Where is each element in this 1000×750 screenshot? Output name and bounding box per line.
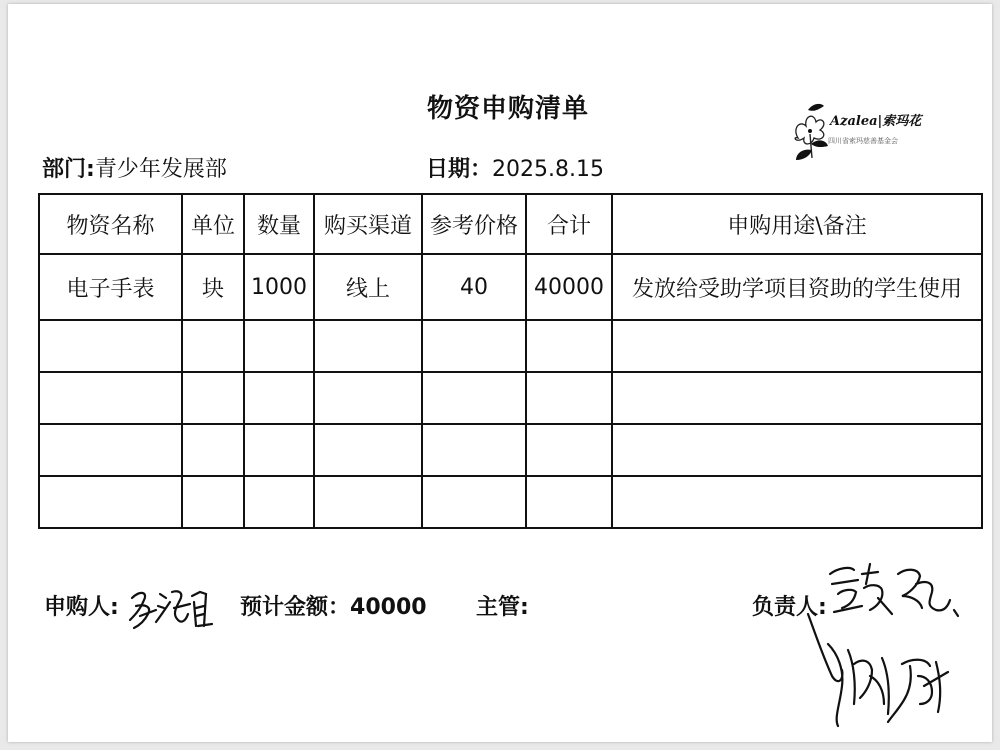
empty-cell [244, 372, 314, 424]
form-title: 物资申购清单 [426, 94, 589, 124]
logo-org-text: 四川省索玛慈善基金会 [828, 137, 898, 145]
empty-cell [182, 320, 244, 372]
empty-table-row [39, 372, 982, 424]
department-value: 青少年发展部 [94, 157, 227, 182]
budget-label: 预计金额： [240, 595, 351, 620]
manager-field [476, 590, 529, 621]
budget-value: 40000 [350, 595, 427, 620]
empty-cell [526, 372, 612, 424]
cell-total: 40000 [526, 254, 612, 320]
empty-cell [612, 372, 982, 424]
empty-table-row [39, 320, 982, 372]
empty-cell [39, 476, 182, 528]
empty-cell [182, 476, 244, 528]
empty-cell [244, 320, 314, 372]
empty-cell [422, 424, 526, 476]
empty-cell [612, 476, 982, 528]
empty-cell [422, 372, 526, 424]
empty-cell [314, 424, 422, 476]
responsible-signature [798, 554, 973, 734]
empty-cell [314, 476, 422, 528]
department-label: 部门: [42, 157, 95, 182]
empty-cell [39, 424, 182, 476]
empty-cell [182, 424, 244, 476]
empty-cell [422, 320, 526, 372]
requester-signature [126, 580, 218, 636]
budget-field [240, 590, 427, 621]
header-quantity: 数量 [244, 194, 314, 254]
empty-cell [314, 320, 422, 372]
date-field [426, 152, 604, 183]
header-channel: 购买渠道 [314, 194, 422, 254]
responsible-label: 负责人: [752, 595, 827, 620]
empty-cell [314, 372, 422, 424]
logo-brand-text: Azalea|索玛花 [830, 114, 922, 129]
date-label: 日期： [426, 157, 493, 182]
department-field [42, 152, 227, 183]
header-ref-price: 参考价格 [422, 194, 526, 254]
cell-ref-price: 40 [422, 254, 526, 320]
empty-cell [244, 476, 314, 528]
document-page [8, 4, 992, 742]
cell-purpose: 发放给受助学项目资助的学生使用 [612, 254, 982, 320]
empty-cell [526, 320, 612, 372]
requester-label: 申购人: [44, 595, 119, 620]
empty-cell [612, 424, 982, 476]
header-total: 合计 [526, 194, 612, 254]
empty-cell [422, 476, 526, 528]
empty-table-row [39, 476, 982, 528]
cell-item-name: 电子手表 [39, 254, 182, 320]
table-header-row [39, 194, 982, 254]
cell-unit: 块 [182, 254, 244, 320]
empty-cell [526, 424, 612, 476]
empty-cell [244, 424, 314, 476]
table-row [39, 254, 982, 320]
cell-quantity: 1000 [244, 254, 314, 320]
empty-table-row [39, 424, 982, 476]
purchase-table [38, 193, 983, 529]
azalea-flower-icon [790, 98, 830, 162]
date-value: 2025.8.15 [492, 157, 604, 182]
empty-cell [39, 320, 182, 372]
cell-channel: 线上 [314, 254, 422, 320]
header-unit: 单位 [182, 194, 244, 254]
header-purpose: 申购用途\备注 [612, 194, 982, 254]
empty-cell [612, 320, 982, 372]
empty-cell [526, 476, 612, 528]
header-item-name: 物资名称 [39, 194, 182, 254]
requester-field [44, 590, 119, 621]
manager-label: 主管: [476, 595, 529, 620]
foundation-logo [790, 98, 940, 162]
empty-cell [39, 372, 182, 424]
empty-cell [182, 372, 244, 424]
